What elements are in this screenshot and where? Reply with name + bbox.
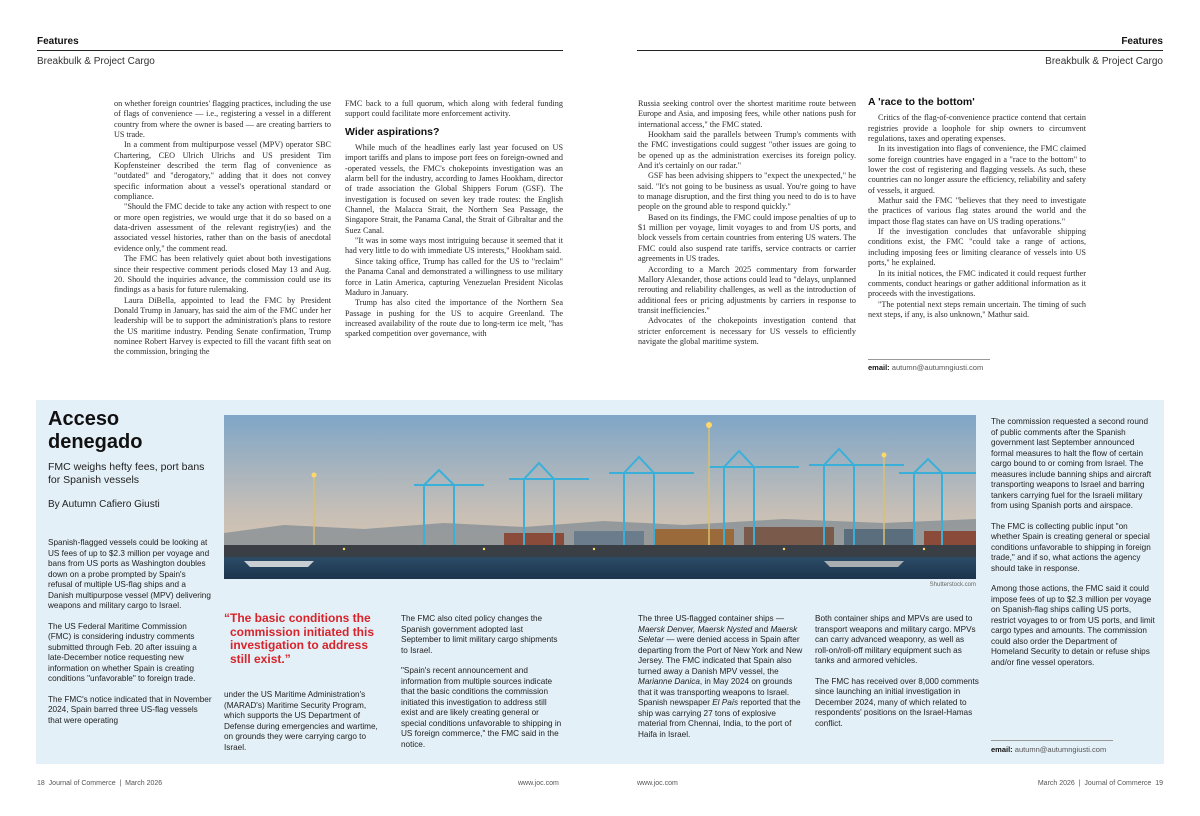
port-photo bbox=[224, 415, 976, 579]
article-paragraph: Critics of the flag-of-convenience practice contend that certain registries provide a loophole for ship owners to circumvent regulations, taxes and operating expenses. bbox=[868, 113, 1086, 144]
subsection-label-right: Breakbulk & Project Cargo bbox=[1045, 56, 1163, 67]
article-paragraph: In its investigation into flags of convenience, the FMC claimed some foreign countries have engaged in a "race to the bottom" to lower the cost of registering and flagging vessels. As such, these countries can no longer assure the efficiency, reliability and safety of vessels, it argued. bbox=[868, 144, 1086, 195]
article-column-4 bbox=[868, 97, 1086, 353]
article-paragraph: Trump has also cited the importance of the Northern Sea Passage in pushing for the US to acquire Greenland. The increased availability of the route due to long-term ice melt, "has sparked competition over governance, with bbox=[345, 298, 563, 339]
section-label-right: Features bbox=[1121, 36, 1163, 47]
sidebar-title: Acceso denegado bbox=[48, 408, 143, 453]
sidebar-paragraph: under the US Maritime Administration's (MARAD's) Maritime Security Program, which supports the US Department of Defense during emergencies and wartime, on grounds they were carrying cargo to Israel. bbox=[224, 690, 378, 752]
sidebar-paragraph: The commission requested a second round of public comments after the Spanish government last September announced formal measures to halt the flow of certain cargo bound to or coming from Israel. The measures include banning ships and aircraft transporting weapons to Israel and barring tankers carrying fuel for the Israeli military from using Spanish ports and airspace. bbox=[991, 417, 1152, 510]
footer-right: March 2026 | Journal of Commerce 19 bbox=[1037, 780, 1163, 787]
footer-left-url[interactable]: www.joc.com bbox=[518, 780, 559, 787]
sidebar-paragraph: The FMC's notice indicated that in November 2024, Spain barred three US-flag vessels that were operating bbox=[48, 694, 212, 725]
header-rule-left bbox=[37, 50, 563, 51]
sidebar-paragraph: The three US-flagged container ships — Maersk Denver, Maersk Nysted and Maersk Seletar — were denied access in Spain after departing from the Port of New York and New Jersey. The FMC indicated that Spain also turned away a Danish MPV vessel, the Marianne Danica, in May 2024 on grounds that it was transporting weapons to Israel. Spanish newspaper El País reported that the ship was carrying 27 tons of explosive material from Chennai, India, to the port of Haifa in Israel. bbox=[638, 614, 803, 739]
section-heading-race-to-bottom: A 'race to the bottom' bbox=[868, 97, 975, 108]
article-column-1 bbox=[114, 99, 331, 375]
article-paragraph: "It was in some ways most intriguing because it seemed that it had very little to do with immediate US interests," Hookham said. bbox=[345, 236, 563, 256]
article-paragraph: In a comment from multipurpose vessel (MPV) operator SBC Chartering, CEO Ulrich Ulrichs and US president Tim Kopfensteiner described the term flag of convenience as "outdated" and "derogatory," adding that it does not convey specific information about a vessel's operational standard or compliance. bbox=[114, 140, 331, 202]
port-cranes-image bbox=[224, 415, 976, 579]
sidebar-column-6 bbox=[991, 417, 1155, 735]
article-paragraph: While much of the headlines early last year focused on US import tariffs and plans to impose port fees on foreign-owned and -operated vessels, the FMC's chokepoints investigation was an alarm bell for the industry, according to James Hookham, director of trade association the Global Shippers Forum (GSF). The investigation is focused on seven key trade routes: the English Channel, the Malacca Strait, the Northern Sea Passage, the Singapore Strait, the Panama Canal, the Strait of Gibraltar and the Suez Canal. bbox=[345, 143, 563, 235]
sidebar-paragraph: "Spain's recent announcement and information from multiple sources indicate that the basic conditions the commission initiated this investigation to address still exist and are likely creating general or special conditions unfavorable to shipping in US foreign commerce," the FMC said in the notice. bbox=[401, 666, 562, 749]
article-paragraph: Hookham said the parallels between Trump's comments with the FMC investigations could suggest "other issues are going to be opened up as the administration exercises its foreign policy. And it's certainly on our radar." bbox=[638, 130, 856, 171]
article-paragraph: The FMC has been relatively quiet about both investigations since their respective comment periods closed May 13 and Aug. 20. Should the inquiries advance, the commission could use its findings as a basis for future rulemaking. bbox=[114, 254, 331, 295]
article-paragraph: According to a March 2025 commentary from forwarder Mallory Alexander, those actions could lead to "delays, unplanned rerouting and reliability challenges, as well as the introduction of additional fees or pricing adjustments by carriers in response to transit inefficiencies." bbox=[638, 264, 856, 315]
article-paragraph: Russia seeking control over the shortest maritime route between Europe and Asia, and imposing fees, while other nations push for international access," the FMC stated. bbox=[638, 99, 856, 129]
article-paragraph: FMC back to a full quorum, which along with federal funding support could facilitate more enforcement activity. bbox=[345, 99, 563, 119]
article-paragraph: In its initial notices, the FMC indicated it could request further comments, conduct hearings or gather additional information as it proceeds with the investigations. bbox=[868, 268, 1086, 299]
sidebar-email-rule bbox=[991, 740, 1113, 741]
article-paragraph: Advocates of the chokepoints investigation contend that stricter enforcement is necessary for US vessels to efficiently navigate the global maritime system. bbox=[638, 316, 856, 346]
article-paragraph: If the investigation concludes that unfavorable shipping conditions exist, the FMC "could take a range of actions, including imposing fees or limiting clearance of vessels into US ports," he explained. bbox=[868, 227, 1086, 268]
author-email[interactable]: email: autumn@autumngiusti.com bbox=[868, 363, 984, 372]
sidebar-column-2 bbox=[224, 690, 388, 760]
sidebar-paragraph: The FMC has received over 8,000 comments since launching an initial investigation in December 2024, many of which related to respondents' positions on the Israel-Hamas conflict. bbox=[815, 676, 979, 728]
article-paragraph: Laura DiBella, appointed to lead the FMC by President Donald Trump in January, has said the aim of the FMC under her leadership will be to support the administration's plans to restore the US maritime industry. Pending Senate confirmation, Trump nominee Robert Harvey is expected to fill the vacant fifth seat on the commission, bringing the bbox=[114, 295, 331, 357]
section-heading-wider-aspirations: Wider aspirations? bbox=[345, 125, 440, 138]
subsection-label-left: Breakbulk & Project Cargo bbox=[37, 56, 155, 67]
sidebar-author-email[interactable]: email: autumn@autumngiusti.com bbox=[991, 745, 1107, 754]
sidebar-paragraph: Among those actions, the FMC said it could impose fees of up to $2.3 million per voyage on Spanish-flag ships calling US ports, restrict voyages to or from US ports, and limit cargo types and amounts. The commission could also order the Department of Homeland Security to detain or refuse ships and/or fine vessel operators. bbox=[991, 584, 1155, 667]
sidebar-paragraph: Spanish-flagged vessels could be looking at US fees of up to $2.3 million per voyage and bans from US ports as Washington doubles down on a probe prompted by Spain's refusal of multiple US-flag ships and a Danish multipurpose vessel (MPV) delivering weapons and military cargo to Israel. bbox=[48, 538, 211, 610]
article-paragraph: Based on its findings, the FMC could impose penalties of up to $1 million per voyage, limit voyages to and from US ports, and block vessels from certain countries from entering US waters. The FMC could also suspend rate tariffs, service contracts or carrier agreements in US trades. bbox=[638, 212, 856, 264]
sidebar-paragraph: The FMC also cited policy changes the Spanish government adopted last September to limit military cargo shipments to Israel. bbox=[401, 614, 558, 655]
email-rule bbox=[868, 359, 990, 360]
sidebar-column-1 bbox=[48, 538, 212, 756]
header-rule-right bbox=[637, 50, 1163, 51]
pull-quote: “The basic conditions the commission initiated this investigation to address still exist.” bbox=[224, 611, 375, 666]
article-paragraph: "Should the FMC decide to take any action with respect to one or more open registries, we would urge that it do so based on a data-driven assessment of the relevant registry(ies) and the associated vessel histories, rather than on the basis of anecdotal evidence only," the comment read. bbox=[114, 202, 331, 253]
footer-left: 18 Journal of Commerce | March 2026 bbox=[37, 780, 163, 787]
sidebar-subtitle: FMC weighs hefty fees, port bans for Spanish vessels bbox=[48, 461, 205, 486]
sidebar-paragraph: The US Federal Maritime Commission (FMC) is considering industry comments submitted through Feb. 20 after issuing a late-December notice requesting new information on whether Spain is creating conditions "unfavorable" to foreign trade. bbox=[48, 621, 197, 683]
sidebar-byline: By Autumn Cafiero Giusti bbox=[48, 499, 160, 510]
sidebar-column-5 bbox=[815, 614, 979, 760]
photo-credit: Shutterstock.com bbox=[929, 582, 976, 588]
sidebar-paragraph: The FMC is collecting public input "on whether Spain is creating general or special conditions unfavorable to shipping in foreign trade," and if so, what actions the agency should take in response. bbox=[991, 521, 1151, 573]
footer-right-url[interactable]: www.joc.com bbox=[637, 780, 678, 787]
article-paragraph: on whether foreign countries' flagging practices, including the use of flags of convenience — i.e., registering a vessel in a different country from where the owner is based — are creating barriers to US trade. bbox=[114, 99, 331, 140]
article-paragraph: Mathur said the FMC "believes that they need to investigate the practices of various flag states around the world and the impact those flag states can have on US trading operations." bbox=[868, 196, 1086, 226]
article-paragraph: Since taking office, Trump has called for the US to "reclaim" the Panama Canal and demonstrated a willingness to use military force in Latin America, capturing Venezuelan President Nicolas Maduro in January. bbox=[345, 256, 563, 297]
sidebar-column-3 bbox=[401, 614, 565, 760]
section-label-left: Features bbox=[37, 36, 79, 47]
sidebar-paragraph: Both container ships and MPVs are used to transport weapons and military cargo. MPVs can carry advanced weaponry, as well as roll-on/roll-off military equipment such as tanks and armored vehicles. bbox=[815, 614, 976, 665]
sidebar-column-4 bbox=[638, 614, 806, 760]
article-paragraph: GSF has been advising shippers to "expect the unexpected," he said. "It's not going to be business as usual. You're going to have to manage disruption, and the first thing you need to do is to have people on the ground able to respond quickly." bbox=[638, 171, 856, 212]
article-column-3 bbox=[638, 99, 856, 375]
article-column-2 bbox=[345, 99, 563, 375]
article-paragraph: "The potential next steps remain uncertain. The timing of such next steps, if any, is also unknown," Mathur said. bbox=[868, 299, 1086, 319]
